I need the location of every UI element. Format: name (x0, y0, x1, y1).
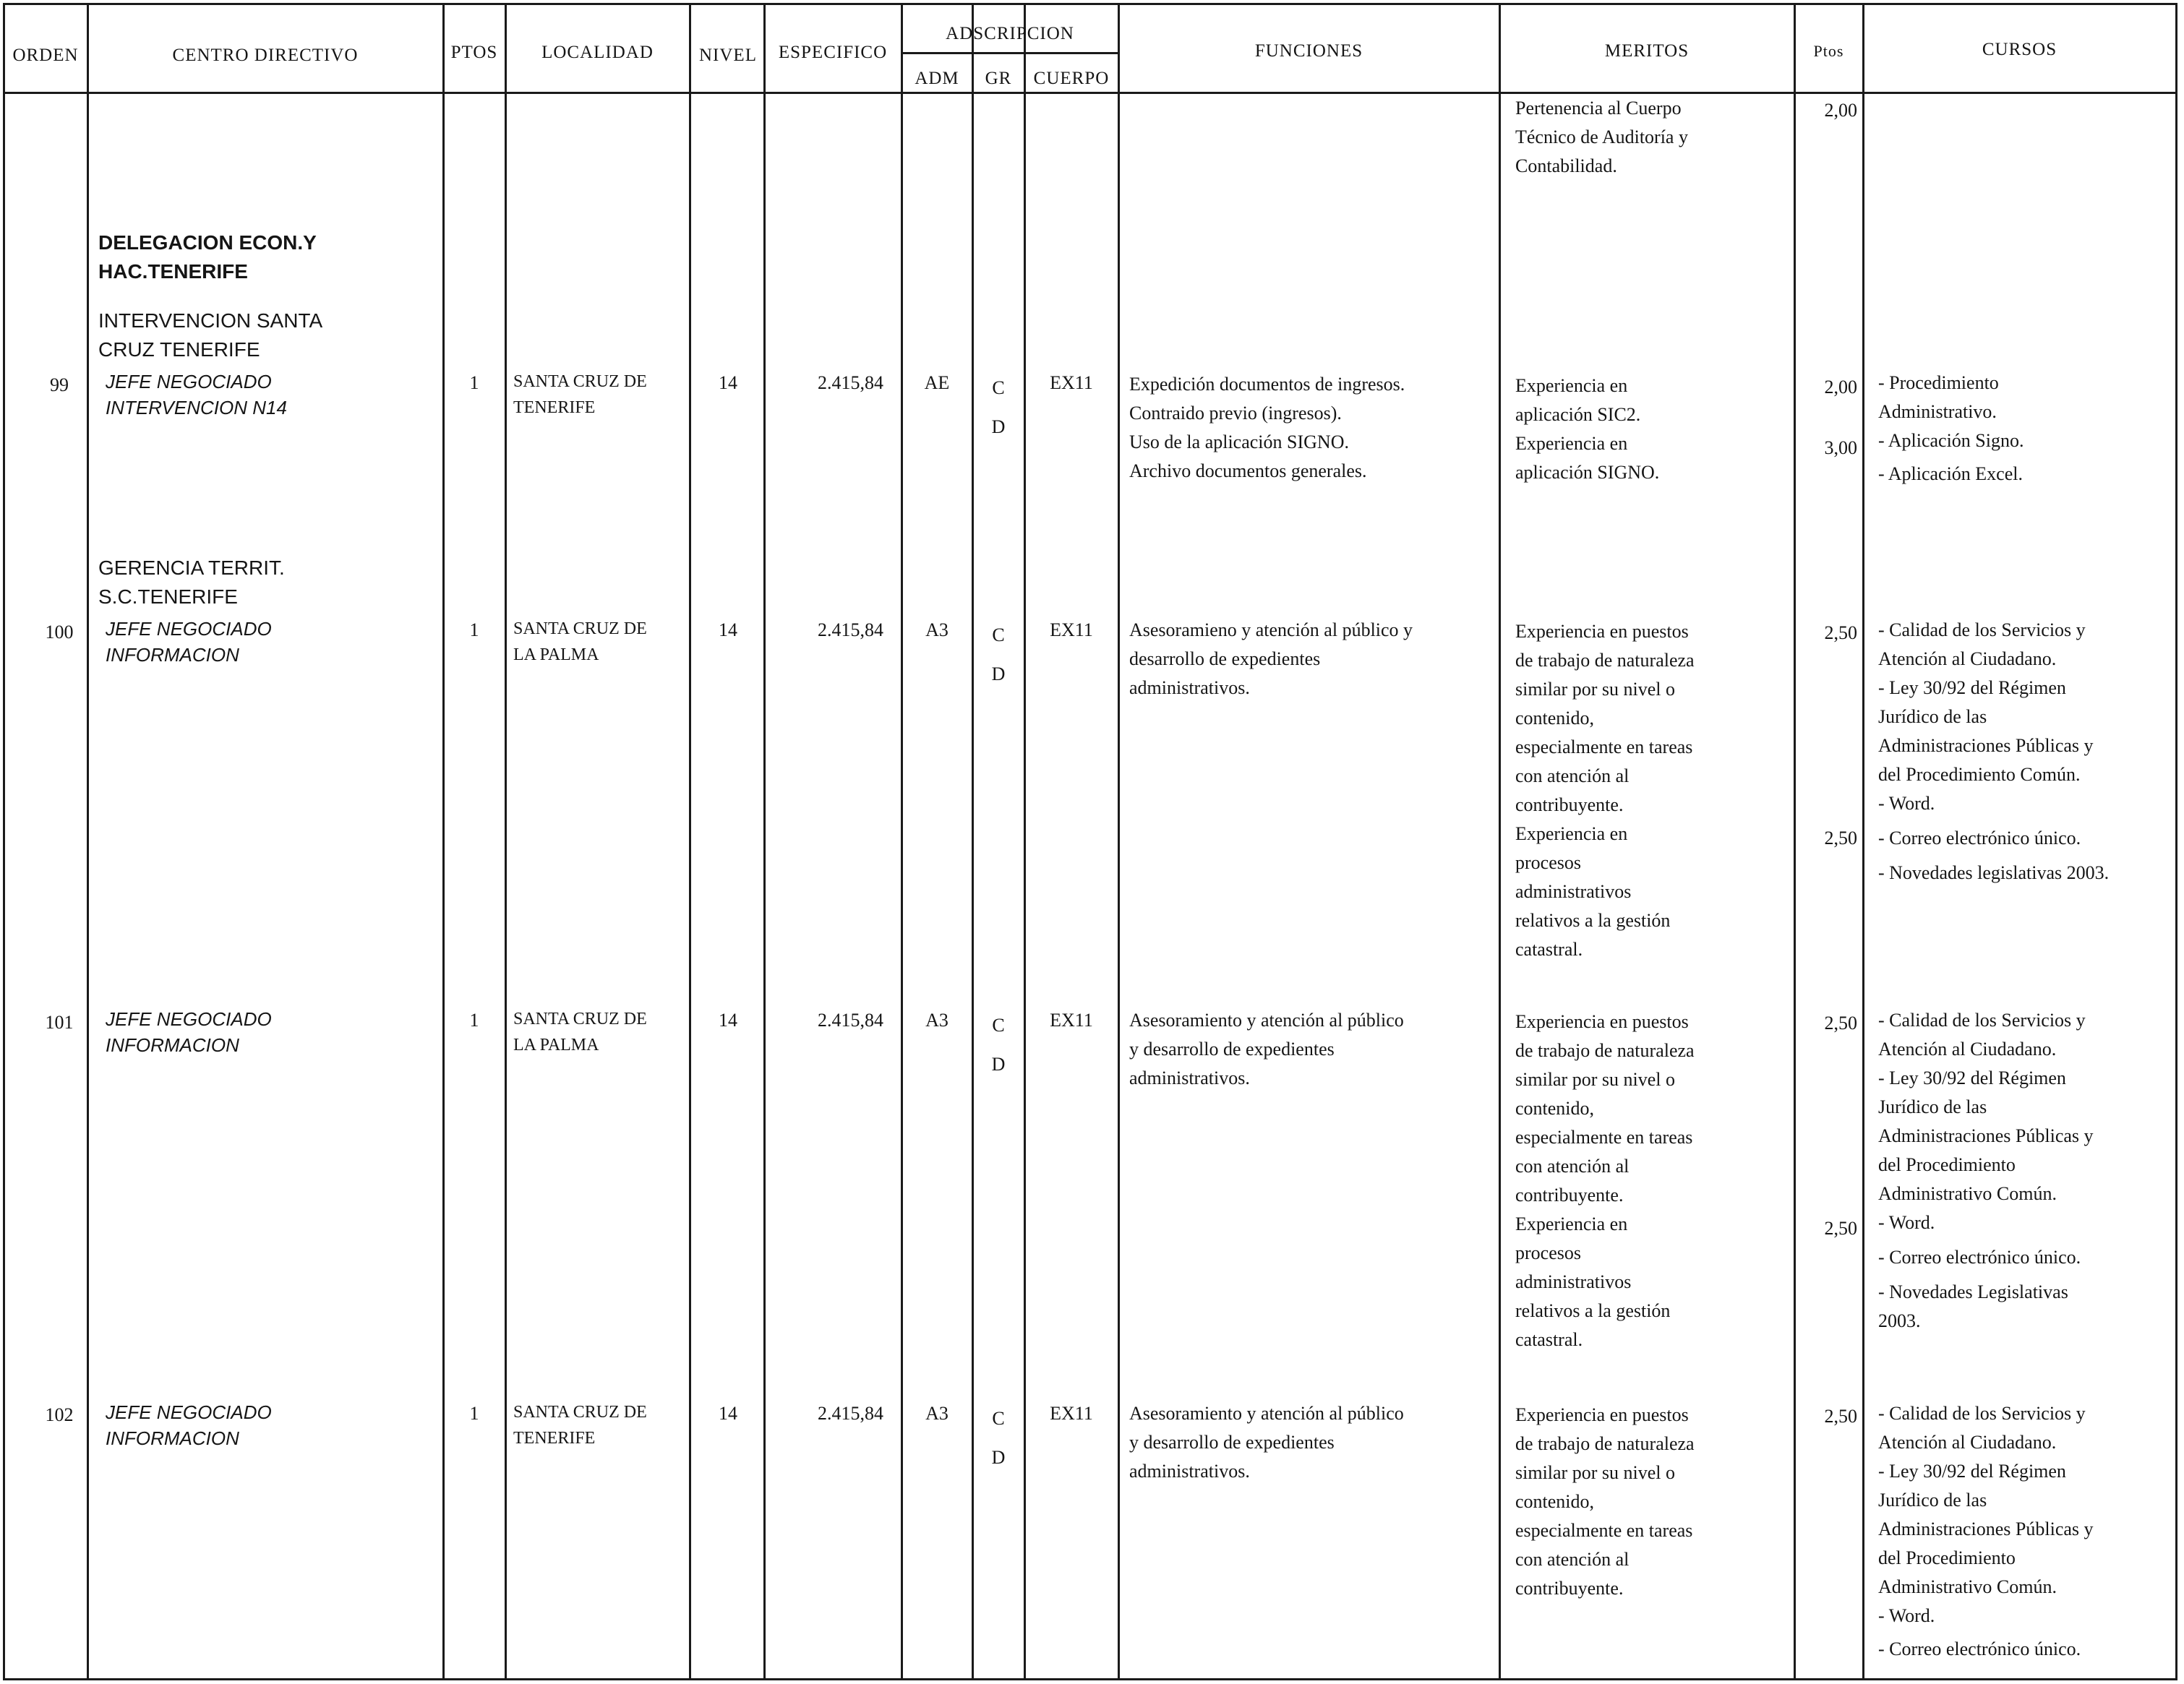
meritos-line: procesos (1515, 852, 1581, 873)
meritos-line: relativos a la gestión (1515, 910, 1671, 931)
puesto-cell (106, 1399, 272, 1451)
meritos-line: contenido, (1515, 1098, 1595, 1119)
cursos-line: - Aplicación Excel. (1878, 463, 2023, 484)
meritos-line: administrativos (1515, 1271, 1632, 1292)
group-delegacion (98, 228, 317, 286)
nivel-cell: 14 (719, 1010, 737, 1031)
puesto-line: INFORMACION (106, 1427, 239, 1449)
gr-line: D (991, 663, 1006, 684)
grid-line (3, 92, 2177, 94)
meritos-line: con atención al (1515, 1549, 1630, 1570)
adm-cell: A3 (925, 1010, 948, 1031)
especifico-cell: 2.415,84 (818, 619, 883, 640)
gr-line: C (992, 377, 1005, 398)
cursos-line: - Novedades Legislativas (1878, 1281, 2068, 1302)
nivel-cell: 14 (719, 619, 737, 640)
funciones-line: Asesoramiento y atención al público (1129, 1403, 1404, 1424)
header-funciones: FUNCIONES (1254, 41, 1363, 61)
adm-cell: A3 (925, 619, 948, 640)
cuerpo-cell: EX11 (1050, 619, 1093, 640)
ptos-cell: 1 (469, 1010, 479, 1031)
cuerpo-cell: EX11 (1050, 372, 1093, 393)
gr-line: C (992, 1408, 1005, 1429)
grid-line (505, 3, 507, 1680)
meritos-line: Experiencia en (1515, 1213, 1628, 1234)
localidad-cell (513, 1399, 647, 1451)
adm-cell: A3 (925, 1403, 948, 1424)
meritos-line: especialmente en tareas (1515, 1127, 1693, 1148)
cursos-line: Administrativo Común. (1878, 1183, 2057, 1204)
funciones-cell (1129, 370, 1405, 486)
localidad-line: TENERIFE (513, 398, 596, 417)
header-orden: ORDEN (12, 46, 79, 65)
cursos-line: - Ley 30/92 del Régimen (1878, 1461, 2066, 1482)
cursos-line: - Calidad de los Servicios y (1878, 1403, 2086, 1424)
grid-line (689, 3, 691, 1680)
localidad-line: TENERIFE (513, 1429, 596, 1448)
header-centro: CENTRO DIRECTIVO (172, 46, 359, 65)
pts-cell: 3,00 (1824, 437, 1857, 458)
header-especifico: ESPECIFICO (778, 43, 888, 62)
puesto-line: INTERVENCION N14 (106, 397, 287, 418)
meritos-line: contribuyente. (1515, 1185, 1624, 1206)
group-gerencia (98, 554, 285, 611)
localidad-line: SANTA CRUZ DE (513, 619, 647, 638)
group-line: DELEGACION ECON.Y (98, 231, 317, 254)
funciones-line: Asesoramiento y atención al público (1129, 1010, 1404, 1031)
meritos-line: Pertenencia al Cuerpo (1515, 98, 1682, 119)
funciones-line: Asesoramieno y atención al público y (1129, 619, 1413, 640)
pts-cell: 2,50 (1824, 828, 1857, 849)
meritos-line: con atención al (1515, 765, 1630, 786)
cursos-cell (1878, 616, 2109, 888)
cursos-line: Administraciones Públicas y (1878, 735, 2094, 756)
meritos-line: Experiencia en (1515, 823, 1628, 844)
grid-line (442, 3, 445, 1680)
orden-cell: 101 (45, 1012, 74, 1033)
localidad-cell (513, 1006, 647, 1058)
pts-cell: 2,50 (1824, 1406, 1857, 1427)
grid-line (1862, 3, 1864, 1680)
meritos-line: administrativos (1515, 881, 1632, 902)
funciones-line: Expedición documentos de ingresos. (1129, 374, 1405, 395)
cursos-line: - Correo electrónico único. (1878, 1638, 2081, 1659)
cursos-line: - Word. (1878, 1605, 1935, 1626)
header-adm: ADM (915, 69, 959, 88)
meritos-line: Experiencia en puestos (1515, 1011, 1689, 1032)
localidad-cell (513, 369, 647, 421)
header-cursos: CURSOS (1982, 40, 2057, 59)
cursos-cell (1878, 1006, 2094, 1336)
meritos-line: Técnico de Auditoría y (1515, 126, 1688, 147)
localidad-cell (513, 616, 647, 668)
group-line: GERENCIA TERRIT. (98, 557, 285, 579)
funciones-line: administrativos. (1129, 677, 1250, 698)
grid-line (1499, 3, 1501, 1680)
header-ptos-meritos: Ptos (1813, 42, 1844, 60)
especifico-cell: 2.415,84 (818, 1010, 883, 1031)
cursos-line: - Novedades legislativas 2003. (1878, 862, 2110, 883)
group-line: INTERVENCION SANTA (98, 309, 323, 332)
cursos-line: - Calidad de los Servicios y (1878, 619, 2086, 640)
meritos-line: contenido, (1515, 708, 1595, 729)
grid-line (1024, 3, 1026, 1680)
pts-cell: 2,00 (1824, 377, 1857, 398)
orden-cell: 100 (45, 622, 74, 643)
funciones-line: Contraido previo (ingresos). (1129, 403, 1342, 424)
continuation-meritos (1515, 94, 1688, 181)
meritos-cell (1515, 1401, 1695, 1603)
gr-cell (973, 616, 1024, 694)
header-ptos: PTOS (450, 43, 498, 62)
cursos-line: - Correo electrónico único. (1878, 828, 2081, 849)
especifico-cell: 2.415,84 (818, 1403, 883, 1424)
cursos-line: Atención al Ciudadano. (1878, 1039, 2057, 1060)
puesto-cell (106, 369, 287, 421)
funciones-cell (1129, 616, 1413, 703)
gr-line: C (992, 1015, 1005, 1036)
meritos-line: Contabilidad. (1515, 155, 1617, 176)
grid-line (901, 52, 1118, 54)
cursos-cell (1878, 369, 2024, 489)
pts-cell: 2,50 (1824, 1218, 1857, 1239)
gr-line: D (991, 416, 1006, 437)
pts-cell: 2,50 (1824, 1013, 1857, 1034)
adm-cell: AE (924, 372, 950, 393)
meritos-line: Experiencia en puestos (1515, 621, 1689, 642)
meritos-cell (1515, 371, 1659, 487)
meritos-line: similar por su nivel o (1515, 1069, 1675, 1090)
grid-line (2175, 3, 2177, 1680)
cursos-line: - Calidad de los Servicios y (1878, 1010, 2086, 1031)
gr-line: D (991, 1054, 1006, 1075)
meritos-line: Experiencia en (1515, 375, 1628, 396)
puesto-line: JEFE NEGOCIADO (106, 1008, 272, 1030)
grid-line (3, 3, 2177, 5)
cursos-line: Jurídico de las (1878, 706, 1987, 727)
meritos-line: Experiencia en (1515, 433, 1628, 454)
gr-line: C (992, 624, 1005, 645)
header-gr: GR (985, 69, 1012, 88)
funciones-cell (1129, 1399, 1404, 1486)
funciones-line: y desarrollo de expedientes (1129, 1039, 1335, 1060)
especifico-cell: 2.415,84 (818, 372, 883, 393)
continuation-pts: 2,00 (1824, 100, 1857, 121)
funciones-line: y desarrollo de expedientes (1129, 1432, 1335, 1453)
meritos-cell (1515, 1008, 1695, 1354)
cursos-line: 2003. (1878, 1310, 1921, 1331)
puesto-line: JEFE NEGOCIADO (106, 618, 272, 640)
meritos-line: similar por su nivel o (1515, 679, 1675, 700)
pts-cell: 2,50 (1824, 622, 1857, 643)
meritos-line: catastral. (1515, 1329, 1583, 1350)
funciones-cell (1129, 1006, 1404, 1093)
gr-cell (973, 1006, 1024, 1084)
header-nivel: NIVEL (699, 46, 757, 65)
orden-cell: 99 (50, 374, 69, 395)
meritos-line: contribuyente. (1515, 794, 1624, 815)
meritos-cell (1515, 617, 1695, 964)
meritos-line: de trabajo de naturaleza (1515, 650, 1695, 671)
cursos-line: - Aplicación Signo. (1878, 430, 2024, 451)
cursos-line: - Word. (1878, 1212, 1935, 1233)
meritos-line: especialmente en tareas (1515, 736, 1693, 757)
cuerpo-cell: EX11 (1050, 1010, 1093, 1031)
group-intervencion (98, 306, 322, 364)
meritos-line: similar por su nivel o (1515, 1462, 1675, 1483)
ptos-cell: 1 (469, 1403, 479, 1424)
cuerpo-cell: EX11 (1050, 1403, 1093, 1424)
puesto-line: INFORMACION (106, 1034, 239, 1056)
header-meritos: MERITOS (1604, 41, 1690, 61)
cursos-line: - Procedimiento (1878, 372, 1999, 393)
cursos-line: Atención al Ciudadano. (1878, 1432, 2057, 1453)
meritos-line: aplicación SIC2. (1515, 404, 1641, 425)
meritos-line: de trabajo de naturaleza (1515, 1433, 1695, 1454)
cursos-line: Administraciones Públicas y (1878, 1125, 2094, 1146)
cursos-line: - Correo electrónico único. (1878, 1247, 2081, 1268)
meritos-line: con atención al (1515, 1156, 1630, 1177)
funciones-line: administrativos. (1129, 1461, 1250, 1482)
meritos-line: contribuyente. (1515, 1578, 1624, 1599)
localidad-line: LA PALMA (513, 1036, 599, 1054)
cursos-line: Jurídico de las (1878, 1096, 1987, 1117)
orden-cell: 102 (45, 1404, 74, 1425)
ptos-cell: 1 (469, 619, 479, 640)
puesto-line: JEFE NEGOCIADO (106, 371, 272, 392)
grid-line (1118, 3, 1120, 1680)
header-adscripcion: ADSCRIPCION (946, 24, 1074, 43)
gr-cell (973, 369, 1024, 447)
meritos-line: catastral. (1515, 939, 1583, 960)
cursos-line: del Procedimiento (1878, 1547, 2016, 1568)
localidad-line: LA PALMA (513, 645, 599, 664)
meritos-line: procesos (1515, 1242, 1581, 1263)
cursos-line: - Word. (1878, 793, 1935, 814)
group-line: HAC.TENERIFE (98, 260, 248, 283)
meritos-line: de trabajo de naturaleza (1515, 1040, 1695, 1061)
cursos-line: - Ley 30/92 del Régimen (1878, 1067, 2066, 1088)
meritos-line: aplicación SIGNO. (1515, 462, 1660, 483)
gr-line: D (991, 1447, 1006, 1468)
cursos-line: Atención al Ciudadano. (1878, 648, 2057, 669)
cursos-line: Jurídico de las (1878, 1490, 1987, 1511)
puesto-line: INFORMACION (106, 644, 239, 666)
ptos-cell: 1 (469, 372, 479, 393)
funciones-line: Uso de la aplicación SIGNO. (1129, 431, 1349, 452)
puesto-line: JEFE NEGOCIADO (106, 1401, 272, 1423)
header-localidad: LOCALIDAD (541, 43, 654, 62)
group-line: S.C.TENERIFE (98, 585, 238, 608)
grid-line (901, 3, 903, 1680)
grid-line (3, 3, 5, 1680)
funciones-line: desarrollo de expedientes (1129, 648, 1321, 669)
meritos-line: relativos a la gestión (1515, 1300, 1671, 1321)
localidad-line: SANTA CRUZ DE (513, 1010, 647, 1028)
funciones-line: administrativos. (1129, 1067, 1250, 1088)
grid-line (3, 1678, 2177, 1680)
grid-line (763, 3, 766, 1680)
localidad-line: SANTA CRUZ DE (513, 372, 647, 391)
cursos-line: del Procedimiento (1878, 1154, 2016, 1175)
cursos-line: Administrativo Común. (1878, 1576, 2057, 1597)
gr-cell (973, 1399, 1024, 1477)
nivel-cell: 14 (719, 1403, 737, 1424)
puesto-cell (106, 616, 272, 668)
nivel-cell: 14 (719, 372, 737, 393)
header-cuerpo: CUERPO (1033, 69, 1110, 88)
cursos-line: - Ley 30/92 del Régimen (1878, 677, 2066, 698)
puesto-cell (106, 1006, 272, 1058)
meritos-line: especialmente en tareas (1515, 1520, 1693, 1541)
cursos-line: Administrativo. (1878, 401, 1997, 422)
cursos-cell (1878, 1399, 2094, 1664)
meritos-line: contenido, (1515, 1491, 1595, 1512)
localidad-line: SANTA CRUZ DE (513, 1403, 647, 1422)
meritos-line: Experiencia en puestos (1515, 1404, 1689, 1425)
cursos-line: del Procedimiento Común. (1878, 764, 2081, 785)
group-line: CRUZ TENERIFE (98, 338, 260, 361)
funciones-line: Archivo documentos generales. (1129, 460, 1367, 481)
cursos-line: Administraciones Públicas y (1878, 1518, 2094, 1539)
